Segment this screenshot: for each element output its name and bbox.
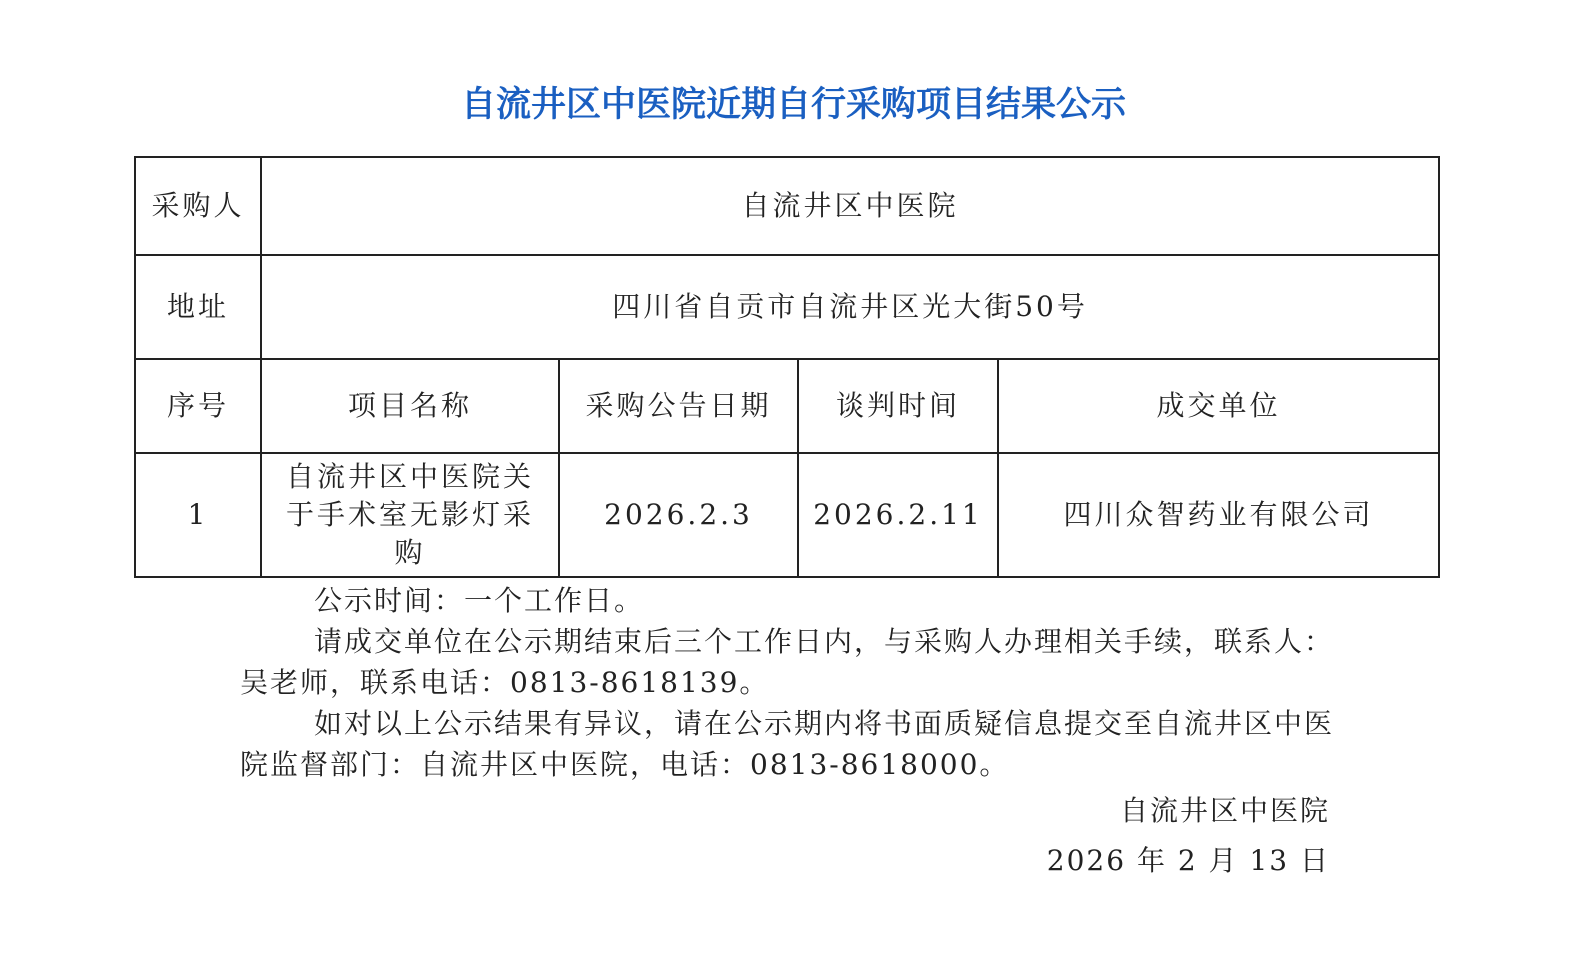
notice-objection: 如对以上公示结果有异议，请在公示期内将书面质疑信息提交至自流井区中医院监督部门：自流井区中医院，电话：0813-8618000。	[240, 707, 1335, 781]
header-row	[135, 359, 1439, 453]
header-negotiation-date: 谈判时间	[798, 359, 998, 453]
table-row	[135, 453, 1439, 577]
signature-block	[1047, 786, 1330, 886]
address-value: 四川省自贡市自流井区光大街50号	[261, 255, 1439, 359]
row-no: 1	[135, 453, 261, 577]
notice-period: 公示时间：一个工作日。	[314, 584, 645, 617]
purchaser-label: 采购人	[135, 157, 261, 255]
notice-contact: 请成交单位在公示期结束后三个工作日内，与采购人办理相关手续，联系人：吴老师，联系电话：0813-8618139。	[240, 625, 1335, 699]
address-row	[135, 255, 1439, 359]
signature-date: 2026 年 2 月 13 日	[1046, 844, 1330, 877]
address-label: 地址	[135, 255, 261, 359]
header-no: 序号	[135, 359, 261, 453]
purchaser-row	[135, 157, 1439, 255]
row-announce-date: 2026.2.3	[559, 453, 798, 577]
notice-body	[240, 580, 1335, 785]
header-announce-date: 采购公告日期	[559, 359, 798, 453]
header-winner: 成交单位	[998, 359, 1439, 453]
procurement-result-table	[134, 156, 1440, 578]
row-winner: 四川众智药业有限公司	[998, 453, 1439, 577]
purchaser-value: 自流井区中医院	[261, 157, 1439, 255]
row-project: 自流井区中医院关于手术室无影灯采购	[261, 453, 559, 577]
signature-org: 自流井区中医院	[1119, 794, 1330, 827]
page-title: 自流井区中医院近期自行采购项目结果公示	[460, 85, 1126, 125]
header-project: 项目名称	[261, 359, 559, 453]
row-negotiation-date: 2026.2.11	[798, 453, 998, 577]
